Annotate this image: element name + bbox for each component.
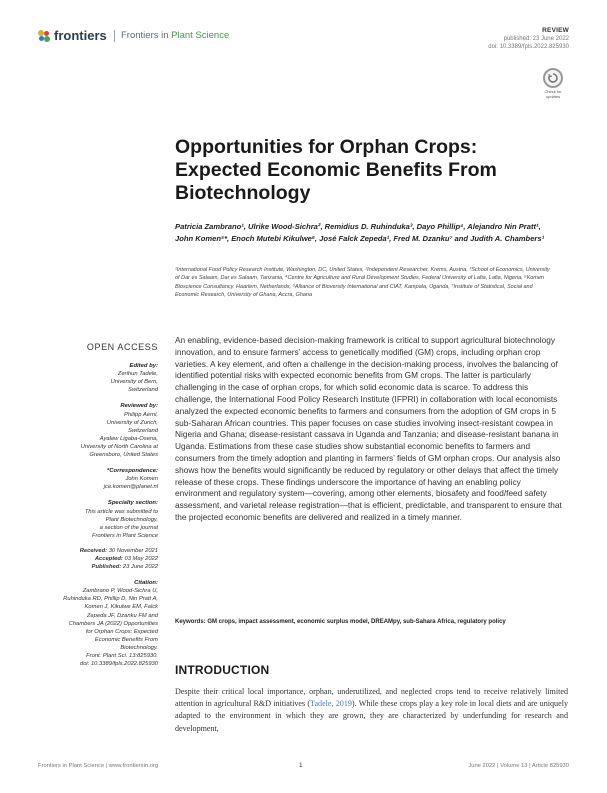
introduction-paragraph: Despite their critical local importance, orphan, underutilized, and neglected crops tend to receive relatively limited attention in agricultural R&D initiatives (Tadele, 2019). While these crops play a key role in local diets and are uniquely adapted to the environment in which they are grown, they are characterized by underfunding for research and development, [175,687,568,733]
citation-line: for Orphan Crops: Expected [85,628,158,635]
reviewer-line: Greensboro, United States [89,452,158,459]
check-updates-icon [543,68,563,88]
keywords: Keywords: GM crops, impact assessment, economic surplus model, DREAMpy, sub-Sahara Africa, regulatory policy [175,619,506,625]
correspondence-email[interactable]: jce.komen@planet.nl [103,484,158,491]
published-date-sidebar: Published: 23 June 2022 [91,564,158,571]
citation-line: Komen J, Kikulwe EM, Falck [84,604,158,611]
accepted-date: Accepted: 03 May 2022 [94,555,158,562]
footer-journal-url[interactable]: Frontiers in Plant Science | www.frontiersin.org [38,763,159,769]
reviewer-line: Philipp Aerni, [124,411,158,418]
doi-link[interactable]: doi: 10.3389/fpls.2022.825930 [488,44,569,50]
specialty-line: a section of the journal [99,524,158,531]
editor-line: University of Bern, [110,379,158,386]
affiliations: ¹International Food Policy Research Institute, Washington, DC, United States, ²Independent Researcher, Krems, Austria, ³School of Economics, University of Dar es Salaam, Dar es Salaam, Tanzania, ⁴Centre for Agriculture and Rural Development Studies, Federal University of Lafia, Lafia, Nigeria, ⁵Komen Bioscience Consultancy, Haarlem, Netherlands, ⁶Alliance of Bioversity International and CIAT, Kampala, Uganda, ⁷Institute of Statistical, Social and Economic Research, University of Ghana, Accra, Ghana [175,267,550,299]
editor-line: Zerihun Tadele, [117,371,158,378]
check-updates-label: Check for updates [544,89,562,99]
specialty-line: This article was submitted to [84,508,158,515]
open-access-label: OPEN ACCESS [86,342,158,352]
citation-line: Front. Plant Sci. 13:825930. [86,653,158,659]
citation-doi[interactable]: doi: 10.3389/fpls.2022.825930 [79,661,158,668]
citation-line: Zepeda JF, Dzanku FM and [86,612,158,619]
header-divider [114,30,115,42]
citation-link[interactable]: Tadele, 2019 [310,699,352,709]
reviewed-by-label: Reviewed by: [120,403,158,410]
article-info-sidebar [48,343,158,668]
published-date: published: 23 June 2022 [503,36,569,42]
article-title: Opportunities for Orphan Crops: Expected Economic Benefits From Biotechnology [175,136,497,204]
specialty-line: Plant Biotechnology, [105,516,158,523]
journal-prefix: Frontiers in [121,30,172,41]
brand-name: frontiers [54,28,107,43]
journal-accent: Plant Science [171,30,230,41]
frontiers-logo-icon [38,30,50,42]
correspondence-name: John Komen [125,476,158,483]
reviewer-line: University of Zurich, [106,419,158,426]
author-list: Patricia Zambrano¹, Ulrike Wood-Sichra², Remidius D. Ruhinduka³, Dayo Phillip⁴, Alejandro Nin Pratt¹, John Komen⁵*, Enoch Mutebi Kikulwe⁶, José Falck Zepeda¹, Fred M. Dzanku⁷ and Judith A. Chambers¹ [175,222,545,243]
reviewer-line: University of North Carolina at [80,443,158,450]
correspondence-label: *Correspondence: [106,468,158,475]
reviewer-line: Switzerland [128,427,158,434]
article-type: REVIEW [542,27,569,34]
specialty-line: Frontiers in Plant Science [91,532,158,539]
citation-line: Ruhinduka RD, Phillip D, Nin Pratt A, [63,596,158,603]
citation-line: Zambrano P, Wood-Sichra U, [82,588,158,595]
journal-name[interactable] [121,30,229,41]
received-date: Received: 30 November 2021 [79,547,158,554]
edited-by-label: Edited by: [129,363,158,370]
abstract: An enabling, evidence-based decision-making framework is critical to support agricultural biotechnology innovation, and to ensure farmers’ access to genetically modified (GM) crops, including orphan crop varieties. A key element, and often a challenge in the decision-making process, involves the balancing of identified potential risks with expected economic benefits from GM crops. The latter is particularly challenging in the case of orphan crops, for which solid economic data is scarce. To address this challenge, the International Food Policy Research Institute (IFPRI) in collaboration with local economists analyzed the expected economic benefits to farmers and consumers from the adoption of GM crops in 5 sub-Saharan African countries. This paper focuses on case studies involving insect-resistant cowpea in Nigeria and Ghana; disease-resistant cassava in Uganda and Tanzania; and disease-resistant banana in Uganda. Estimations from these case studies show substantial economic benefits to farmers and consumers from the timely adoption and planting in farmers’ fields of GM orphan crops. Our analysis also shows how the benefits would significantly be reduced by regulatory or other delays that affect the timely release of these crops. These findings underscore the importance of having an enabling policy environment and regulatory system—covering, among other elements, biosafety and food/feed safety assessment, and varietal release registration—that is efficient, predictable, and transparent to ensure that the projected economic benefits are delivered and realized in a timely manner. [175,335,562,522]
citation-line: Chambers JA (2022) Opportunities [68,620,158,627]
reviewer-line: Ayalew Ligaba-Osena, [99,435,158,442]
section-heading-introduction: INTRODUCTION [175,663,270,677]
frontiers-logo[interactable] [38,28,107,43]
specialty-section-label: Specialty section: [107,500,158,507]
page-number: 1 [299,762,303,769]
citation-line: Economic Benefits From [94,636,158,643]
citation-label: Citation: [134,580,158,587]
editor-line: Switzerland [128,387,158,394]
footer-issue-info: June 2022 | Volume 13 | Article 825930 [468,763,569,769]
citation-line: Biotechnology. [120,644,158,651]
check-for-updates-button[interactable] [541,68,565,102]
